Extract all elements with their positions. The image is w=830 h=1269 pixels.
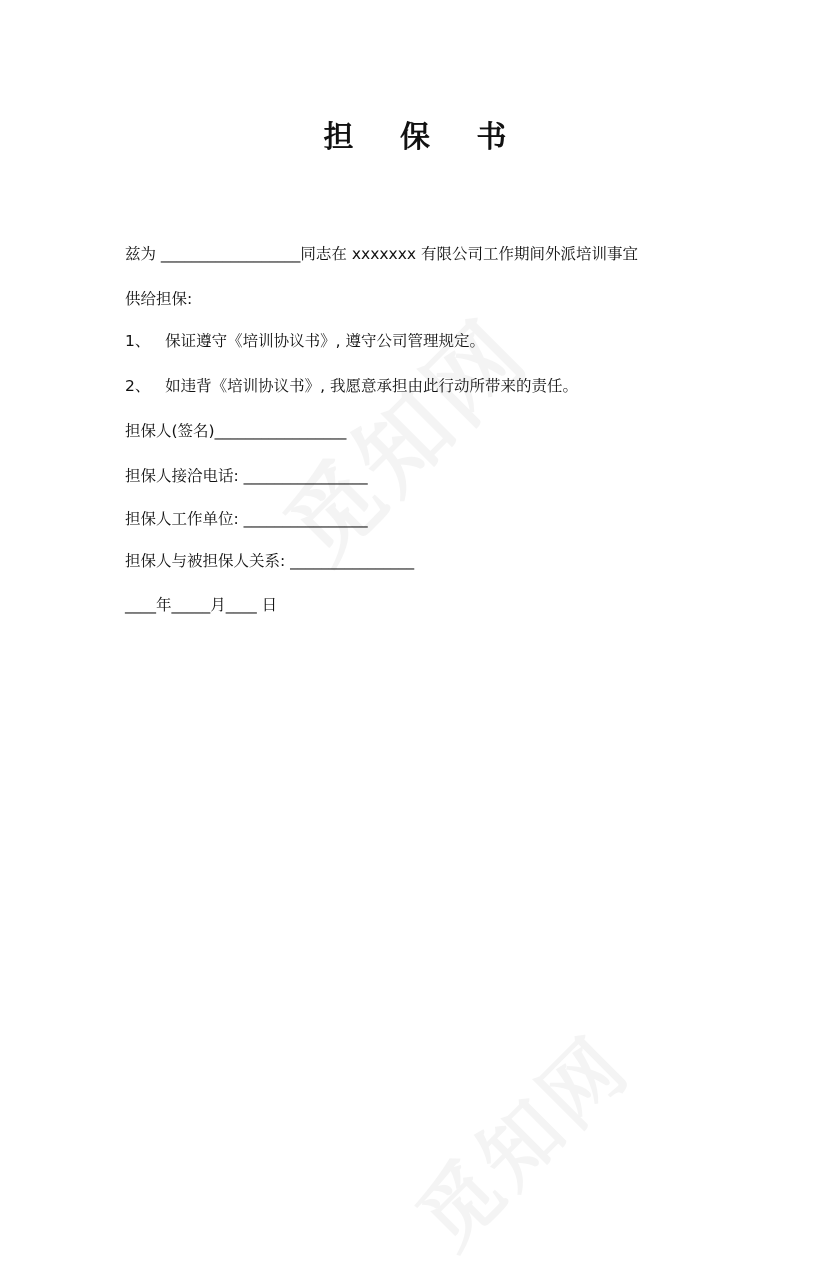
intro-line-1: 兹为 __________________同志在 xxxxxxx 有限公司工作期间外派培训事宜 — [125, 245, 638, 263]
relationship-field: 担保人与被担保人关系: ________________ — [125, 552, 415, 570]
clause-2: 2、 如违背《培训协议书》, 我愿意承担由此行动所带来的责任。 — [125, 377, 578, 395]
employer-field: 担保人工作单位: ________________ — [125, 510, 368, 528]
intro-line-2: 供给担保: — [125, 290, 193, 308]
signature-field: 担保人(签名)_________________ — [125, 422, 347, 440]
watermark — [387, 1006, 651, 1269]
clause-1: 1、 保证遵守《培训协议书》, 遵守公司管理规定。 — [125, 332, 485, 350]
phone-field: 担保人接洽电话: ________________ — [125, 467, 368, 485]
document-title: 担 保 书 — [323, 120, 525, 155]
date-field: ____年_____月____ 日 — [125, 596, 278, 614]
